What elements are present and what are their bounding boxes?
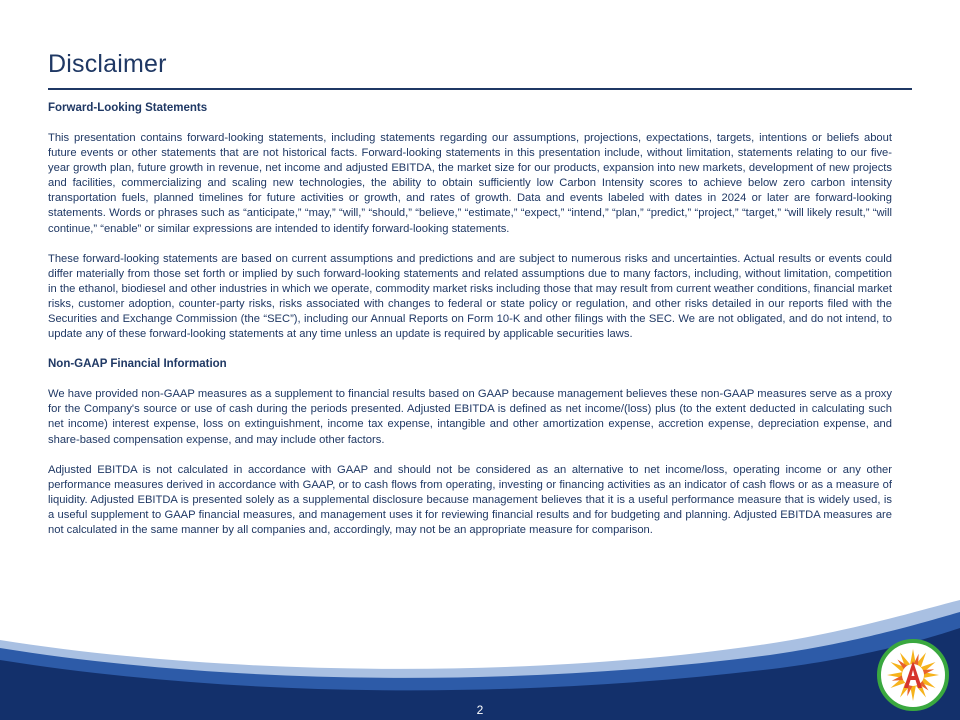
page-number: 2 [476, 703, 484, 717]
paragraph: These forward-looking statements are based on current assumptions and predictions and are subject to numerous risks and uncertainties. Actual results or events could differ materially from those set forth or implied by such forward-looking statements and related assumptions due to many factors, including, without limitation, competition in the ethanol, biodiesel and other industries in which we operate, commodity market risks including those that may result from current weather conditions, financial market risks, customer adoption, counter-party risks, risks associated with changes to federal or state policy or regulation, and other risks detailed in our reports filed with the Securities and Exchange Commission (the “SEC”), including our Annual Reports on Form 10-K and other filings with the SEC. We are not obligated, and do not intend, to update any of these forward-looking statements at any time unless an update is required by applicable securities laws. [48, 252, 892, 341]
slide-title: Disclaimer [48, 50, 167, 78]
forward-looking-section [48, 101, 892, 342]
title-divider [48, 88, 912, 90]
section-heading-forward-looking: Forward-Looking Statements [48, 102, 208, 114]
paragraph: This presentation contains forward-looking statements, including statements regarding our assumptions, projections, expectations, targets, intentions or beliefs about future events or other statements that are not historical facts. Forward-looking statements in this presentation include, without limitation, statements relating to our five-year growth plan, future growth in revenue, net income and adjusted EBITDA, the market size for our products, expansion into new markets, development of new projects and facilities, commercializing and scaling new technologies, the ability to obtain sufficiently low Carbon Intensity scores to achieve below zero carbon intensity transportation fuels, planned timelines for future activities or growth, and rates of growth. Data and events labeled with dates in 2024 or later are forward-looking statements. Words or phrases such as “anticipate,” “may,” “will,” “should,” “believe,” “estimate,” “expect,” “intend,” “plan,” “predict,” “project,” “target,” “will likely result,” “will continue,” “enable” or similar expressions are intended to identify forward-looking statements. [48, 132, 892, 235]
paragraph: Adjusted EBITDA is not calculated in accordance with GAAP and should not be considered as an alternative to net income/loss, operating income or any other performance measures derived in accordance with GAAP, or to cash flows from operating, investing or financing activities as an indicator of cash flows or as a measure of liquidity. Adjusted EBITDA is presented solely as a supplemental disclosure because management believes that it is a useful performance measure that is widely used, is a useful supplement to GAAP financial measures, and management uses it for reviewing financial results and for budgeting and planning. Adjusted EBITDA measures are not calculated in the same manner by all companies and, accordingly, may not be an appropriate measure for comparison. [48, 463, 892, 536]
paragraph: We have provided non-GAAP measures as a supplement to financial results based on GAAP because management believes these non-GAAP measures serve as a proxy for the Company's source or use of cash during the periods presented. Adjusted EBITDA is defined as net income/(loss) plus (to the extent deducted in calculating such net income) interest expense, loss on extinguishment, income tax expense, intangible and other amortization expense, accretion expense, depreciation expense, and share-based compensation expense, and may include other factors. [48, 388, 892, 446]
company-logo-icon [877, 639, 949, 711]
disclaimer-body [48, 101, 892, 553]
non-gaap-section [48, 357, 892, 538]
section-heading-non-gaap: Non-GAAP Financial Information [48, 358, 227, 371]
footer-wave-decoration [0, 600, 960, 720]
